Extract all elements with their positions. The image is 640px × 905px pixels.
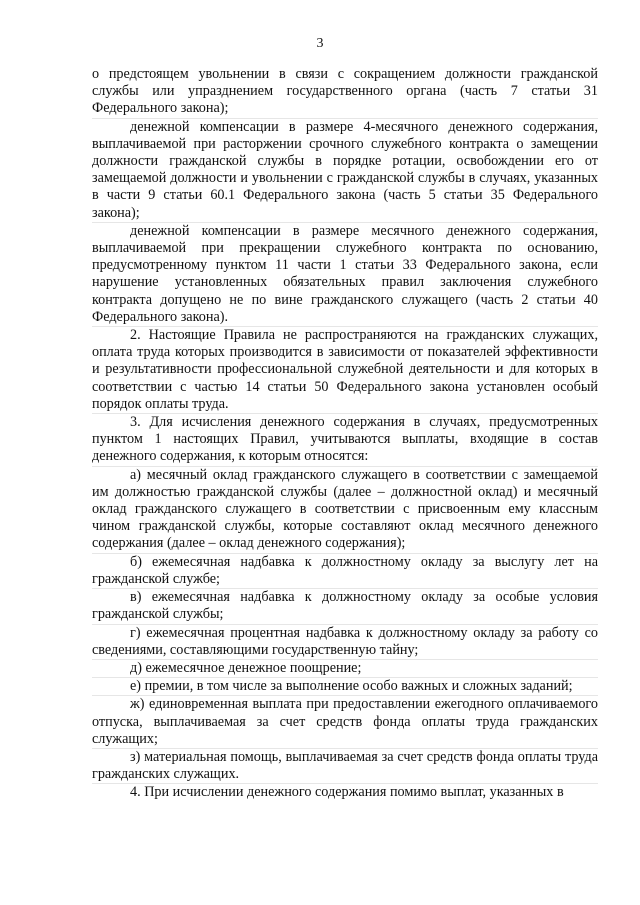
page-number: 3	[316, 36, 324, 51]
paragraph-item-4: 4. При исчислении денежного содержания помимо выплат, указанных в	[92, 783, 598, 801]
list-item-v: в) ежемесячная надбавка к должностному окладу за особые условия гражданской службы;	[92, 589, 598, 623]
paragraph-dismissal-notice: о предстоящем увольнении в связи с сокращением должности гражданской службы или упразднением государственного органа (часть 7 статьи 31 Федерального закона);	[92, 66, 598, 117]
list-item-z: з) материальная помощь, выплачиваемая за счет средств фонда оплаты труда гражданских служащих.	[92, 748, 598, 783]
list-item-a: а) месячный оклад гражданского служащего в соответствии с замещаемой им должностью гражданской службы (далее – должностной оклад) и месячный оклад гражданского служащего в соответствии с присвоенным ему классным чином гражданской службы, которые составляют оклад месячного денежного содержания (далее – оклад денежного содержания);	[92, 466, 598, 552]
paragraph-compensation-monthly: денежной компенсации в размере месячного денежного содержания, выплачиваемой при прекращении служебного контракта по основанию, предусмотренному пунктом 11 части 1 статьи 33 Федерального закона, если нарушение установленных обязательных правил заключения служебного контракта допущено не по вине гражданского служащего (часть 2 статьи 40 Федерального закона).	[92, 222, 598, 325]
paragraph-compensation-4-month: денежной компенсации в размере 4-месячного денежного содержания, выплачиваемой при расторжении срочного служебного контракта о замещении должности гражданской службы в порядке ротации, освобождении его от замещаемой должности и увольнении с гражданской службы в случаях, указанных в части 9 статьи 60.1 Федерального закона (часть 5 статьи 35 Федерального закона);	[92, 118, 598, 221]
paragraph-item-3: 3. Для исчисления денежного содержания в случаях, предусмотренных пунктом 1 настоящих Правил, учитываются выплаты, входящие в состав денежного содержания, к которым относятся:	[92, 414, 598, 465]
paragraph-item-2: 2. Настоящие Правила не распространяются на гражданских служащих, оплата труда которых производится в зависимости от показателей эффективности и результативности профессиональной служебной деятельности и для которых в соответствии с частью 14 статьи 50 Федерального закона установлен особый порядок оплаты труда.	[92, 327, 598, 412]
list-item-g: г) ежемесячная процентная надбавка к должностному окладу за работу со сведениями, составляющими государственную тайну;	[92, 624, 598, 658]
list-item-zh: ж) единовременная выплата при предоставлении ежегодного оплачиваемого отпуска, выплачиваемая за счет средств фонда оплаты труда гражданских служащих;	[92, 696, 598, 747]
list-item-b: б) ежемесячная надбавка к должностному окладу за выслугу лет на гражданской службе;	[92, 553, 598, 587]
document-body	[92, 66, 598, 802]
list-item-d: д) ежемесячное денежное поощрение;	[92, 659, 598, 677]
list-item-e: е) премии, в том числе за выполнение особо важных и сложных заданий;	[92, 677, 598, 695]
